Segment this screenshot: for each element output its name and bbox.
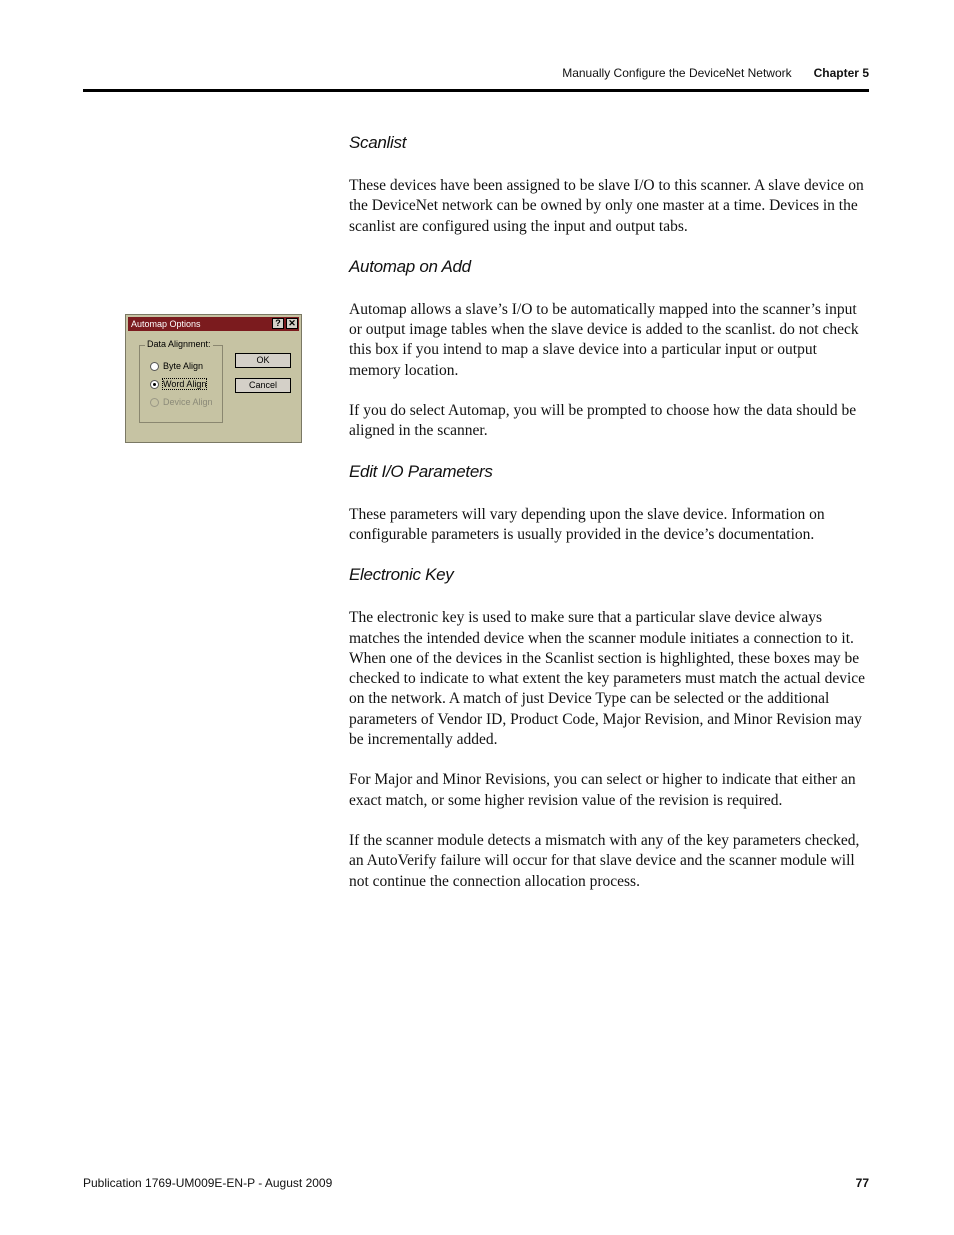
dialog-title: Automap Options [131,319,201,329]
section-heading-automap: Automap on Add [349,256,471,276]
data-alignment-label: Data Alignment: [147,339,211,349]
dialog-titlebar [128,317,299,331]
page-footer [83,1176,869,1190]
section-heading-electronic-key: Electronic Key [349,565,454,585]
word-align-label: Word Align [163,379,207,389]
radio-unselected-icon [150,362,159,371]
paragraph: If the scanner module detects a mismatch with any of the key parameters checked, an AutoVerify failure will occur for that slave device and the scanner module will not continue the connection allocation process. [349,831,860,890]
header-rule [83,89,869,92]
ok-button[interactable]: OK [235,353,291,368]
close-button[interactable] [286,318,298,329]
paragraph: These parameters will vary depending upon the slave device. Information on configurable parameters is usually provided in the device’s documentation. [349,505,825,543]
header-chapter: Chapter 5 [813,66,869,80]
section-heading-scanlist: Scanlist [349,133,407,152]
radio-disabled-icon [150,398,159,407]
radio-selected-icon [150,380,159,389]
device-align-radio [150,397,213,407]
publication-info: Publication 1769-UM009E-EN-P - August 2009 [83,1176,333,1190]
page-header [83,66,869,80]
cancel-button[interactable]: Cancel [235,378,291,393]
device-align-label: Device Align [163,397,213,407]
paragraph: The electronic key is used to make sure that a particular slave device always matches the intended device when the scanner module initiates a connection to it. When one of the devices in the Scanlist section is highlighted, these boxes may be checked to indicate to what extent the key parameters must match the actual device on the network. A match of just Device Type can be selected or the additional parameters of Vendor ID, Product Code, Major Revision, and Minor Revision may be incrementally added. [349,609,866,749]
section-heading-edit-io: Edit I/O Parameters [349,461,493,481]
main-content [349,133,871,912]
close-icon: ✕ [288,318,296,328]
automap-options-dialog [125,314,302,443]
paragraph: If you do select Automap, you will be prompted to choose how the data should be aligned in the scanner. [349,402,857,440]
help-icon: ? [275,318,281,328]
header-section-title: Manually Configure the DeviceNet Network [562,66,792,80]
paragraph: For Major and Minor Revisions, you can select or higher to indicate that either an exact match, or some higher revision value of the revision is required. [349,771,856,809]
paragraph: Automap allows a slave’s I/O to be automatically mapped into the scanner’s input or output image tables when the slave device is added to the scanlist. do not check this box if you intend to map a slave device into a particular input or output memory location. [349,300,859,379]
data-alignment-group [139,339,223,423]
help-button[interactable] [272,318,284,329]
byte-align-radio[interactable] [150,361,203,371]
byte-align-label: Byte Align [163,361,204,371]
page-number: 77 [855,1176,869,1190]
word-align-radio[interactable] [150,379,206,389]
paragraph: These devices have been assigned to be slave I/O to this scanner. A slave device on the DeviceNet network can be owned by only one master at a time. Devices in the scanlist are configured using the input and output tabs. [349,177,864,235]
